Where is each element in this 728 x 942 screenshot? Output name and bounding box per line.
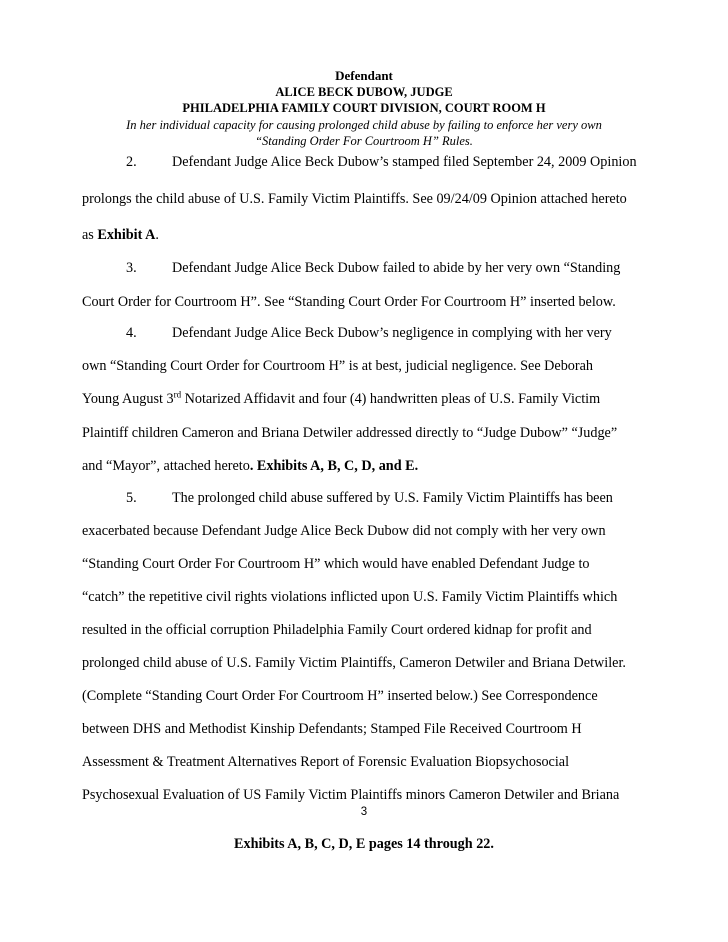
paragraph-2-line-2: prolongs the child abuse of U.S. Family Victim Plaintiffs. See 09/24/09 Opinion attached hereto (82, 191, 627, 207)
paragraph-5-line-10: Psychosexual Evaluation of US Family Victim Plaintiffs minors Cameron Detwiler and Briana (82, 787, 620, 803)
paragraph-2-line-1 (126, 154, 637, 171)
paragraph-4-line-1 (126, 325, 612, 342)
exhibits-footer: Exhibits A, B, C, D, E pages 14 through 22. (234, 836, 494, 852)
paragraph-3-line-2: Court Order for Courtroom H”. See “Standing Court Order For Courtroom H” inserted below. (82, 294, 616, 310)
paragraph-4-text: Defendant Judge Alice Beck Dubow’s negligence in complying with her very (172, 325, 612, 341)
heading-judge-name: ALICE BECK DUBOW, JUDGE (275, 85, 453, 99)
page-number: 3 (360, 806, 368, 818)
paragraph-5-line-6: prolonged child abuse of U.S. Family Victim Plaintiffs, Cameron Detwiler and Briana Detwiler. (82, 655, 626, 671)
paragraph-4-line-4: Plaintiff children Cameron and Briana Detwiler addressed directly to “Judge Dubow” “Judge” (82, 425, 618, 441)
text-span: . (155, 227, 159, 243)
exhibits-reference: . Exhibits A, B, C, D, and E. (249, 458, 419, 474)
paragraph-3-text: Defendant Judge Alice Beck Dubow failed to abide by her very own “Standing (172, 260, 621, 276)
text-span: and “Mayor”, attached hereto (82, 458, 250, 474)
paragraph-5-text: The prolonged child abuse suffered by U.S. Family Victim Plaintiffs has been (172, 490, 613, 506)
paragraph-5-line-5: resulted in the official corruption Philadelphia Family Court ordered kidnap for profit and (82, 622, 592, 638)
paragraph-5-line-4: “catch” the repetitive civil rights violations inflicted upon U.S. Family Victim Plaintiffs which (82, 589, 618, 605)
paragraph-2-text: Defendant Judge Alice Beck Dubow’s stamped filed September 24, 2009 Opinion (172, 154, 637, 170)
text-span: as (82, 227, 98, 243)
paragraph-2-number: 2. (126, 154, 137, 170)
paragraph-5-number: 5. (126, 490, 137, 506)
paragraph-5-line-8: between DHS and Methodist Kinship Defendants; Stamped File Received Courtroom H (82, 721, 582, 737)
paragraph-3-line-1 (126, 260, 620, 277)
exhibit-a-reference: Exhibit A (97, 227, 156, 243)
paragraph-5-line-1 (126, 490, 613, 507)
caption-line-1: In her individual capacity for causing prolonged child abuse by failing to enforce her very own (126, 118, 602, 132)
paragraph-4-number: 4. (126, 325, 137, 341)
text-span: Young August 3 (82, 391, 174, 407)
paragraph-5-line-7: (Complete “Standing Court Order For Courtroom H” inserted below.) See Correspondence (82, 688, 598, 704)
superscript: rd (173, 389, 182, 400)
paragraph-5-line-3: “Standing Court Order For Courtroom H” which would have enabled Defendant Judge to (82, 556, 590, 572)
paragraph-4-line-5 (82, 458, 418, 475)
paragraph-2-line-3 (82, 227, 159, 244)
heading-defendant: Defendant (335, 68, 393, 83)
paragraph-4-line-3 (82, 391, 600, 408)
paragraph-4-line-2: own “Standing Court Order for Courtroom H” is at best, judicial negligence. See Deborah (82, 358, 594, 374)
paragraph-5-line-2: exacerbated because Defendant Judge Alice Beck Dubow did not comply with her very own (82, 523, 606, 539)
caption-line-2: “Standing Order For Courtroom H” Rules. (255, 134, 473, 148)
paragraph-5-line-9: Assessment & Treatment Alternatives Report of Forensic Evaluation Biopsychosocial (82, 754, 570, 770)
text-span: Notarized Affidavit and four (4) handwritten pleas of U.S. Family Victim (181, 391, 601, 407)
paragraph-3-number: 3. (126, 260, 137, 276)
heading-court: PHILADELPHIA FAMILY COURT DIVISION, COURT ROOM H (182, 101, 546, 115)
